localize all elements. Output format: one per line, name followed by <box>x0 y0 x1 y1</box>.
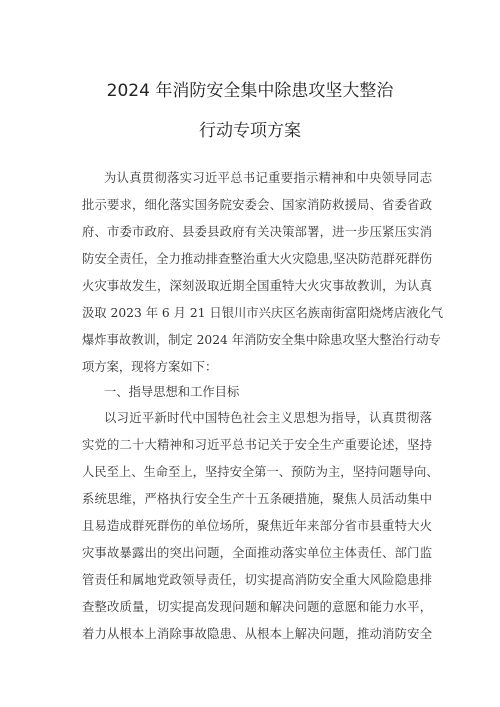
paragraph-line: 着力从根本上消除事故隐患、从根本上解决问题，推动消防安全 <box>82 627 432 641</box>
paragraph-line: 防安全责任，全力推动排查整治重大火灾隐患,坚决防范群死群伤 <box>82 252 432 266</box>
paragraph-line: 为认真贯彻落实习近平总书记重要指示精神和中央领导同志 <box>104 171 432 185</box>
paragraph-line: 项方案，现将方案如下： <box>82 360 218 374</box>
paragraph-line: 汲取 2023 年 6 月 21 日银川市兴庆区名族南街富阳烧烤店液化气 <box>82 306 444 320</box>
paragraph-line: 人民至上、生命至上，坚持安全第一、预防为主，坚持问题导向、 <box>82 465 439 479</box>
paragraph-line: 以习近平新时代中国特色社会主义思想为指导，认真贯彻落 <box>104 411 432 425</box>
paragraph-line: 且易造成群死群伤的单位场所，聚焦近年来部分省市县重特大火 <box>82 519 432 533</box>
document-title: 2024 年消防安全集中除患攻坚大整治 <box>106 81 394 101</box>
section-heading: 一、指导思想和工作目标 <box>104 385 240 399</box>
paragraph-line: 府、市委市政府、县委县政府有关决策部署，进一步压紧压实消 <box>82 225 432 239</box>
paragraph-line: 管责任和属地党政领导责任，切实提高消防安全重大风险隐患排 <box>82 573 432 587</box>
paragraph-line: 批示要求，细化落实国务院安委会、国家消防救援局、省委省政 <box>82 198 432 212</box>
paragraph-line: 爆炸事故教训，制定 2024 年消防安全集中除患攻坚大整治行动专 <box>82 333 441 347</box>
paragraph-line: 系统思维，严格执行安全生产十五条硬措施，聚焦人员活动集中 <box>82 492 432 506</box>
paragraph-line: 火灾事故发生，深刻汲取近期全国重特大火灾事故教训，为认真 <box>82 279 432 293</box>
paragraph-line: 灾事故暴露出的突出问题，全面推动落实单位主体责任、部门监 <box>82 546 432 560</box>
paragraph-line: 实党的二十大精神和习近平总书记关于安全生产重要论述，坚持 <box>82 438 432 452</box>
paragraph-line: 查整改质量，切实提高发现问题和解决问题的意愿和能力水平， <box>82 600 432 614</box>
document-title-line2: 行动专项方案 <box>199 121 301 141</box>
